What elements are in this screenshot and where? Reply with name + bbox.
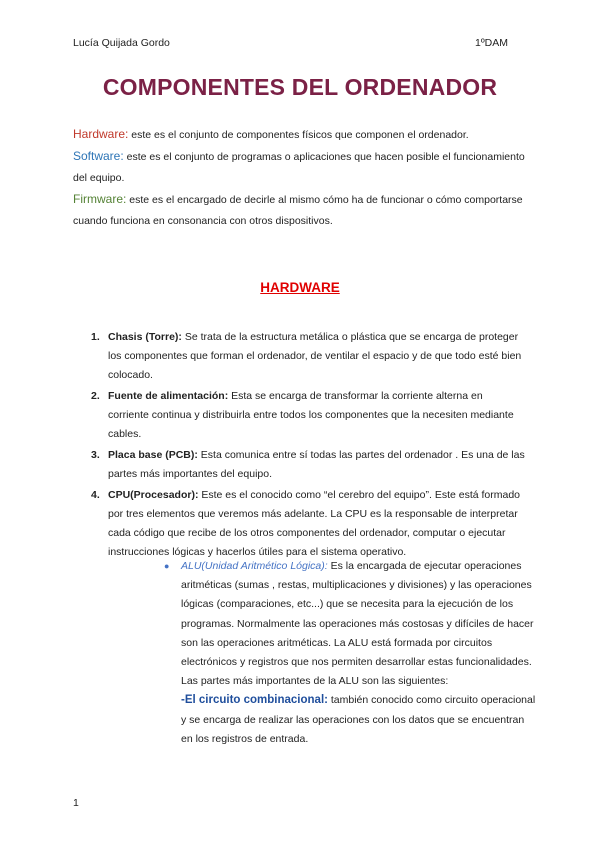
alu-text: Es la encargada de ejecutar operaciones aritméticas (sumas , restas, multiplicaciones y divisiones) y las operaciones lógicas (comparaciones, etc...) que se necesita para la ejecución de los programas. Normalmente las operaciones más costosas y difíciles de hacer son las operaciones aritméticas. La ALU está formada por circuitos electrónicos y registros que nos permiten desarrollar estas funcionalidades. Las partes más importantes de la ALU son las siguientes: (181, 560, 534, 688)
term-hardware: Hardware: (73, 127, 129, 141)
item-text: Esta comunica entre sí todas las partes del ordenador . Es una de las partes más importantes del equipo. (108, 449, 525, 480)
item-lead: Chasis (Torre): (108, 331, 182, 343)
definition-hardware (73, 124, 533, 146)
list-item (91, 387, 526, 444)
item-number: 2. (91, 390, 100, 402)
term-firmware: Firmware: (73, 192, 127, 206)
definition-text: este es el encargado de decirle al mismo cómo ha de funcionar o cómo comportarse cuando funciona en consonancia con otros dispositivos. (73, 194, 523, 227)
list-item (91, 328, 526, 385)
definition-firmware (73, 189, 533, 232)
page-title: COMPONENTES DEL ORDENADOR (102, 74, 498, 100)
list-item (91, 486, 526, 562)
section-title-hardware: HARDWARE (260, 280, 340, 295)
alu-subsection (164, 557, 536, 749)
header-author: Lucía Quijada Gordo (73, 37, 170, 49)
item-text: Esta se encarga de transformar la corriente alterna en corriente continua y distribuirla entre todos los componentes que la necesiten mediante cables. (108, 390, 514, 440)
alu-term: ALU(Unidad Aritmético Lógica): (181, 560, 328, 572)
list-item (91, 446, 526, 484)
definition-text: este es el conjunto de programas o aplicaciones que hacen posible el funcionamiento del equipo. (73, 151, 525, 184)
item-text: Este es el conocido como “el cerebro del equipo”. Este está formado por tres elementos que veremos más adelante. La CPU es la responsable de interpretar cada código que recibe de los otros componentes del ordenador, computar o ejecutar instrucciones lógicas y hacerlos útiles para el sistema operativo. (108, 489, 521, 558)
item-lead: Placa base (PCB): (108, 449, 198, 461)
page-number: 1 (73, 797, 79, 809)
item-lead: CPU(Procesador): (108, 489, 199, 501)
item-number: 4. (91, 489, 100, 501)
definition-software (73, 146, 533, 189)
item-text: Se trata de la estructura metálica o plástica que se encarga de proteger los componentes que forman el ordenador, de ventilar el espacio y de que todo esté bien colocado. (108, 331, 522, 381)
definition-text: este es el conjunto de componentes físicos que componen el ordenador. (128, 129, 469, 141)
bullet-icon: ● (164, 561, 170, 571)
components-list (91, 328, 526, 564)
term-software: Software: (73, 149, 124, 163)
item-lead: Fuente de alimentación: (108, 390, 229, 402)
combinational-text: también conocido como circuito operacional y se encarga de realizar las operaciones con los datos que se encuentran en los registros de entrada. (181, 694, 536, 745)
intro-definitions (73, 124, 533, 232)
item-number: 3. (91, 449, 100, 461)
header-course: 1ºDAM (475, 37, 509, 49)
item-number: 1. (91, 331, 100, 343)
combinational-term: -El circuito combinacional: (181, 694, 328, 707)
